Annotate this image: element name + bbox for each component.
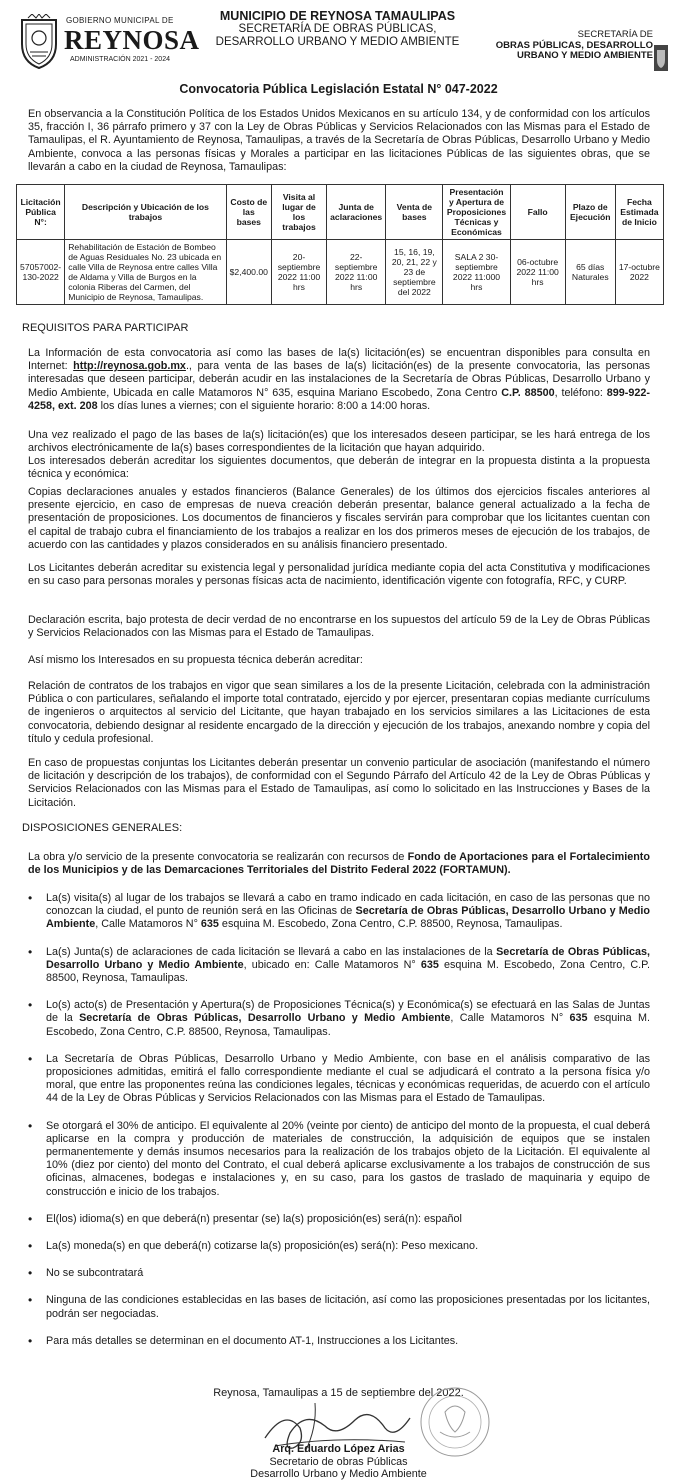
item-bold: Secretaría de Obras Públicas, Desarrollo Urbano y Medio Ambiente — [46, 945, 650, 971]
item-text: esquina M. Escobedo, Zona Centro, C.P. 88500, Reynosa, Tamaulipas. — [46, 958, 650, 985]
table-header-row — [17, 185, 664, 240]
secretariat-line-1: SECRETARÍA DE OBRAS PÚBLICAS, — [238, 23, 437, 35]
secretariat-logo-line-3: URBANO Y MEDIO AMBIENTE — [516, 50, 653, 61]
req-text: ., para venta de las bases de la(s) licitación(es) de la presente convocatoria, las personas interesadas que deseen participar, deberán acudir en las instalaciones de la Secretaría de Obras Públicas, Desarrollo Urbano y Medio Ambiente, Ubicada en calle Matamoros N° 635, esquina Mariano Escobedo, Zona Centro — [28, 360, 650, 399]
cell-plazo: 65 días Naturales — [565, 240, 615, 305]
req-paragraph-2: Una vez realizado el pago de las bases de la(s) licitación(es) que los interesados deseen participar, se les hará entrega de los archivos electrónicamente de la(s) bases correspondientes de la licitación que hayan adquirido. — [28, 429, 650, 455]
req-paragraph-3: Los interesados deberán acreditar los siguientes documentos, que deberán de integrar en la propuesta distinta a la propuesta técnica y económica: — [28, 455, 650, 481]
cell-inicio: 17-octubre 2022 — [615, 240, 663, 305]
postal-code: C.P. 88500 — [501, 386, 555, 399]
city-name: REYNOSA — [64, 25, 200, 55]
item-text: La(s) Junta(s) de aclaraciones de cada licitación se llevará a cabo en las instalaciones de la — [46, 945, 497, 958]
disposiciones-heading: DISPOSICIONES GENERALES: — [22, 822, 183, 834]
cell-costo: $2,400.00 — [226, 240, 271, 305]
req-paragraph-1 — [28, 347, 650, 413]
secretariat-line-2: DESARROLLO URBANO Y MEDIO AMBIENTE — [215, 36, 460, 48]
table-header: Visita al lugar de los trabajos — [271, 185, 326, 240]
req-paragraph-5: Los Licitantes deberán acreditar su existencia legal y personalidad jurídica mediante copia del acta Constitutiva y modificaciones en su caso para personas morales y personas físicas acta de nacimiento, identificación vigente con fotografía, RFC, y CURP. — [28, 562, 650, 588]
municipal-seal-icon — [16, 14, 62, 70]
req-paragraph-9: En caso de propuestas conjuntas los Licitantes deberán presentar un convenio particular de asociación (manifestando el número de licitación y descripción de los trabajos), de conformidad con el Segundo Párrafo del Artículo 42 de la Ley de Obras Públicas y Servicios Relacionados con las Mismas para el Estado de Tamaulipas, así como lo solicitado en las Instrucciones y Bases de la Licitación. — [28, 757, 650, 809]
req-paragraph-7: Así mismo los Interesados en su propuesta técnica deberán acreditar: — [28, 654, 363, 666]
req-text: los días lunes a viernes; con el siguiente horario: 8:00 a 14:00 horas. — [97, 399, 431, 412]
item-text: , Calle Matamoros N° — [95, 918, 201, 931]
gov-line: GOBIERNO MUNICIPAL DE — [66, 16, 174, 25]
req-paragraph-6: Declaración escrita, bajo protesta de decir verdad de no encontrarse en los supuestos del artículo 59 de la Ley de Obras Públicas y Servicios Relacionados con las Mismas para el Estado de Tamaulipas. — [28, 614, 650, 640]
phone-number: 899-922-4258, ext. 208 — [28, 386, 651, 412]
table-header: Junta de aclaraciones — [327, 185, 386, 240]
item-bold: 635 — [569, 1012, 588, 1025]
secretariat-logo-line-2: OBRAS PÚBLICAS, DESARROLLO — [495, 39, 653, 51]
table-header: Licitación Pública N°: — [17, 185, 65, 240]
disp-paragraph-1 — [28, 851, 650, 877]
table-header: Descripción y Ubicación de los trabajos — [65, 185, 226, 240]
item-text: , Calle Matamoros N° — [450, 1012, 570, 1025]
list-item — [28, 999, 650, 1039]
item-text: La(s) visita(s) al lugar de los trabajos se llevará a cabo en tramo indicado en cada licitación, en caso de las personas que no conozcan la ciudad, el punto de reunión será en las Oficinas de — [46, 892, 650, 918]
letterhead — [0, 10, 677, 70]
shield-icon — [653, 44, 669, 72]
cell-numero: 57057002-130-2022 — [17, 240, 65, 305]
administration-period: ADMINISTRACIÓN 2021 - 2024 — [70, 56, 170, 63]
signatory-role-2: Desarrollo Urbano y Medio Ambiente — [250, 1468, 427, 1480]
req-paragraph-8: Relación de contratos de los trabajos en vigor que sean similares a los de la presente Licitación, celebrada con la administración Pública o con particulares, señalando el importe total contratado, ejercido y por ejercer, presentaran copias mediante currículums de ingenieros o arquitectos al servicio del Licitante, que hayan trabajado en los servicios similares a las Licitaciones de esta convocatoria, debiendo designar al residente encargado de la dirección y ejecución de los trabajos, anexando nombre y copia del título y cedula profesional. — [28, 680, 650, 745]
item-bold: 635 — [420, 958, 439, 971]
municipality-title: MUNICIPIO DE REYNOSA TAMAULIPAS — [219, 9, 456, 23]
item-bold: Secretaría de Obras Públicas, Desarrollo Urbano y Medio Ambiente — [46, 905, 650, 931]
list-item: • El(los) idioma(s) en que deberá(n) presentar (se) la(s) proposición(es) será(n): español — [28, 1213, 650, 1226]
list-item: • La(s) moneda(s) en que deberá(n) cotizarse la(s) proposición(es) será(n): Peso mexicano. — [28, 1240, 650, 1253]
convocatoria-title: Convocatoria Pública Legislación Estatal N° 047-2022 — [179, 82, 498, 96]
cell-presentacion: SALA 2 30-septiembre 2022 11:000 hrs — [443, 240, 510, 305]
table-row — [17, 240, 664, 305]
table-header: Fallo — [510, 185, 565, 240]
cell-junta: 22-septiembre 2022 11:00 hrs — [327, 240, 386, 305]
req-text: La Información de esta convocatoria así como las bases de la(s) licitación(es) se encuentran disponibles para consulta en Internet: — [28, 347, 650, 373]
list-item: • Se otorgará el 30% de anticipo. El equivalente al 20% (veinte por ciento) de anticipo del monto de la propuesta, el cual deberá aplicarse en la compra y producción de materiales de construcción, la adquisición de equipos que se instalen permanentemente y demás insumos necesarios para la realización de los trabajos objeto de la Licitación. El equivalente al 10% (diez por ciento) del monto del Contrato, el cual deberá aplicarse exclusivamente a los trabajos de construcción de sus oficinas, almacenes, bodegas e instalaciones y, en su caso, para los gastos de traslado de maquinaria y equipo de construcción e inicio de los trabajos. — [28, 1120, 650, 1199]
list-item: • La Secretaría de Obras Públicas, Desarrollo Urbano y Medio Ambiente, con base en el análisis comparativo de las proposiciones admitidas, emitirá el fallo correspondiente mediante el cual se adjudicará el contrato a la persona física y/o moral, que entre las proponentes reúna las condiciones legales, técnicas y económicas requeridas, de acuerdo con el artículo 44 de la Ley de Obras Públicas y Servicios Relacionados con las Mismas para el Estado de Tamaulipas. — [28, 1053, 650, 1106]
cell-fallo: 06-octubre 2022 11:00 hrs — [510, 240, 565, 305]
list-item — [28, 892, 650, 932]
table-header: Costo de las bases — [226, 185, 271, 240]
signatory-role-1: Secretario de obras Públicas — [269, 1455, 408, 1468]
signatory — [0, 1443, 677, 1481]
intro-paragraph: En observancia a la Constitución Política de los Estados Unidos Mexicanos en su artículo 134, y de conformidad con los artículos 35, fracción I, 36 párrafo primero y 37 con la Ley de Obras Públicas y Servicios Relacionados con las Mismas para el Estado de Tamaulipas, el R. Ayuntamiento de Reynosa, Tamaulipas, a través de la Secretaría de Obras Públicas, Desarrollo Urbano y Medio Ambiente, convoca a las personas físicas y Morales a participar en las licitaciones Públicas de las siguientes obras, que se llevarán a cabo en la ciudad de Reynosa, Tamaulipas: — [28, 108, 650, 173]
reynosa-website-link[interactable]: http://reynosa.gob.mx — [73, 360, 186, 373]
list-item: • Ninguna de las condiciones establecidas en las bases de licitación, así como las proposiciones presentadas por los licitantes, podrán ser negociadas. — [28, 1294, 650, 1320]
item-text: esquina M. Escobedo, Zona Centro, C.P. 88500, Reynosa, Tamaulipas. — [218, 918, 563, 931]
secretariat-logo-line-1: SECRETARÍA DE — [577, 29, 653, 40]
item-text: , ubicado en: Calle Matamoros N° — [243, 958, 421, 971]
table-header: Venta de bases — [386, 185, 443, 240]
list-item — [28, 946, 650, 986]
fund-name: Fondo de Aportaciones para el Fortalecimiento de los Municipios y de las Demarcaciones Territoriales del Distrito Federal 2022 (FORTAMUN). — [28, 851, 650, 877]
disp-text: La obra y/o servicio de la presente convocatoria se realizarán con recursos de — [28, 851, 408, 863]
table-header: Presentación y Apertura de Proposiciones Técnicas y Económicas — [443, 185, 510, 240]
requisitos-heading: REQUISITOS PARA PARTICIPAR — [22, 322, 189, 334]
req-paragraph-4: Copias declaraciones anuales y estados financieros (Balance Generales) de los últimos dos ejercicios fiscales anteriores al presente ejercicio, en caso de empresas de nueva creación deberán presentar, balance general actualizado a la fecha de presentación de proposiciones. Los documentos de financieros y fiscales servirán para comprobar que los licitantes cuentan con el capital de trabajo cubra el financiamiento de los trabajos a realizar en los dos primeros meses de ejecución de los trabajos, de acuerdo con las cantidades y plazos considerados en su análisis financiero presentado. — [28, 486, 650, 551]
licitacion-table — [16, 184, 664, 305]
list-item: • Para más detalles se determinan en el documento AT-1, Instrucciones a los Licitantes. — [28, 1335, 650, 1348]
cell-descripcion: Rehabilitación de Estación de Bombeo de Aguas Residuales No. 23 ubicada en calle Villa de Reynosa entre calles Villa de Aldama y Villa de Burgos en la colonia Riberas del Carmen, del Municipio de Reynosa, Tamaulipas. — [65, 240, 226, 305]
disposiciones-list — [28, 892, 650, 1348]
cell-venta: 15, 16, 19, 20, 21, 22 y 23 de septiembre del 2022 — [386, 240, 443, 305]
cell-visita: 20-septiembre 2022 11:00 hrs — [271, 240, 326, 305]
secretariat-logo — [496, 30, 653, 62]
req-text: , teléfono: — [554, 386, 607, 399]
municipal-logo — [16, 14, 200, 72]
item-bold: 635 — [200, 918, 219, 931]
sign-date: Reynosa, Tamaulipas a 15 de septiembre del 2022. — [213, 1387, 464, 1399]
table-header: Fecha Estimada de Inicio — [615, 185, 663, 240]
item-text: esquina M. Escobedo, Zona Centro, C.P. 88500, Reynosa, Tamaulipas. — [46, 1012, 650, 1038]
item-bold: Secretaría de Obras Públicas, Desarrollo Urbano y Medio Ambiente — [79, 1012, 451, 1025]
signatory-name: Arq. Eduardo López Arias — [272, 1443, 405, 1455]
header-center — [195, 10, 480, 49]
item-text: Lo(s) acto(s) de Presentación y Apertura(s) de Proposiciones Técnica(s) y Económica(s) se efectuará en las Salas de Juntas de la — [46, 999, 650, 1025]
list-item: • No se subcontratará — [28, 1267, 650, 1280]
table-header: Plazo de Ejecución — [565, 185, 615, 240]
